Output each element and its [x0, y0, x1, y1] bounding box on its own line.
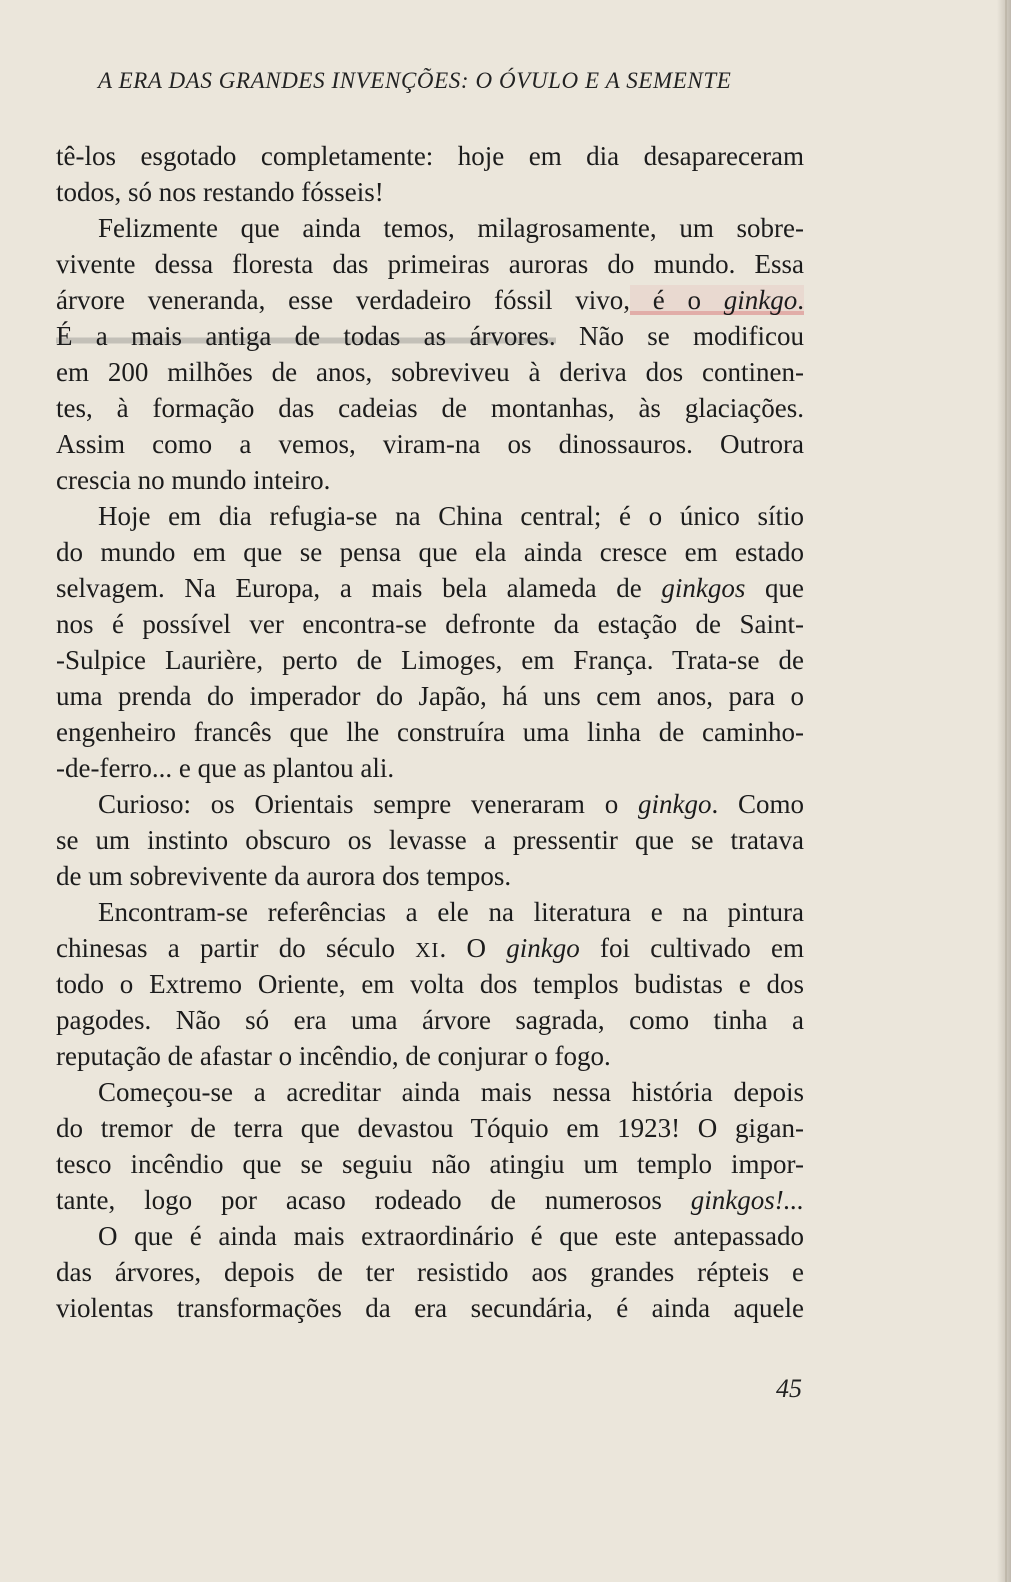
text-segment: . O	[439, 933, 507, 963]
text-line	[56, 1182, 804, 1218]
text-line: em 200 milhões de anos, sobreviveu à deriva dos continen-	[56, 357, 804, 387]
text-line: Começou-se a acreditar ainda mais nessa história depois	[98, 1077, 804, 1107]
text-segment: chinesas a partir do século	[56, 933, 416, 963]
text-segment: selvagem. Na Europa, a mais bela alameda de	[56, 573, 662, 603]
text-segment: Não se modificou	[555, 321, 805, 351]
text-line	[56, 786, 804, 822]
page-number: 45	[776, 1374, 802, 1403]
text-line: todo o Extremo Oriente, em volta dos templos budistas e dos	[56, 969, 804, 999]
text-line: Hoje em dia refugia-se na China central; é o único sítio	[98, 501, 804, 531]
text-line: Assim como a vemos, viram-na os dinossauros. Outrora	[56, 429, 804, 459]
text-line: se um instinto obscuro os levasse a pressentir que se tratava	[56, 825, 804, 855]
highlighted-phrase	[630, 285, 804, 315]
text-segment: . Como	[711, 789, 804, 819]
text-segment: é o	[630, 285, 724, 315]
text-line	[56, 570, 804, 606]
text-line: do tremor de terra que devastou Tóquio em 1923! O gigan-	[56, 1113, 804, 1143]
running-head: A ERA DAS GRANDES INVENÇÕES: O ÓVULO E A SEMENTE	[98, 68, 732, 93]
text-line: nos é possível ver encontra-se defronte da estação de Saint-	[56, 609, 804, 639]
italic-term: ginkgo	[637, 789, 712, 819]
body-text	[56, 138, 804, 1326]
text-line: de um sobrevivente da aurora dos tempos.	[56, 861, 512, 891]
text-line: vivente dessa floresta das primeiras auroras do mundo. Essa	[56, 249, 804, 279]
roman-numeral: XI	[415, 938, 440, 962]
text-line: violentas transformações da era secundária, é ainda aquele	[56, 1293, 804, 1323]
text-line: crescia no mundo inteiro.	[56, 465, 331, 495]
text-line	[56, 282, 804, 318]
text-line: do mundo em que se pensa que ela ainda cresce em estado	[56, 537, 804, 567]
text-line: das árvores, depois de ter resistido aos grandes répteis e	[56, 1257, 804, 1287]
text-line: -Sulpice Laurière, perto de Limoges, em França. Trata-se de	[56, 645, 804, 675]
italic-term: ginkgo	[723, 285, 798, 315]
text-line: tesco incêndio que se seguiu não atingiu um templo impor-	[56, 1149, 804, 1179]
text-line	[56, 318, 804, 354]
italic-term: ginkgo	[506, 933, 580, 963]
text-line: uma prenda do imperador do Japão, há uns cem anos, para o	[56, 681, 804, 711]
text-line: O que é ainda mais extraordinário é que este antepassado	[98, 1221, 804, 1251]
text-line: todos, só nos restando fósseis!	[56, 177, 384, 207]
page-gutter-shadow	[997, 0, 1011, 1582]
text-segment: Curioso: os Orientais sempre veneraram o	[98, 789, 638, 819]
italic-term: ginkgos!...	[690, 1185, 804, 1215]
text-line: Felizmente que ainda temos, milagrosamente, um sobre-	[98, 213, 804, 243]
text-line: engenheiro francês que lhe construíra uma linha de caminho-	[56, 717, 804, 747]
text-line: Encontram-se referências a ele na literatura e na pintura	[98, 897, 804, 927]
text-segment: árvore veneranda, esse verdadeiro fóssil vivo,	[56, 285, 631, 315]
text-line: pagodes. Não só era uma árvore sagrada, como tinha a	[56, 1005, 804, 1035]
marked-phrase: É a mais antiga de todas as árvores.	[56, 321, 556, 351]
text-segment: .	[797, 285, 804, 315]
text-line: reputação de afastar o incêndio, de conjurar o fogo.	[56, 1041, 611, 1071]
text-line: tes, à formação das cadeias de montanhas, às glaciações.	[56, 393, 804, 423]
text-segment: tante, logo por acaso rodeado de numerosos	[56, 1185, 691, 1215]
text-line: -de-ferro... e que as plantou ali.	[56, 753, 395, 783]
text-line: tê-los esgotado completamente: hoje em dia desapareceram	[56, 141, 804, 171]
text-segment: que	[745, 573, 804, 603]
text-segment: foi cultivado em	[579, 933, 805, 963]
italic-term: ginkgos	[661, 573, 746, 603]
text-line	[56, 930, 804, 966]
